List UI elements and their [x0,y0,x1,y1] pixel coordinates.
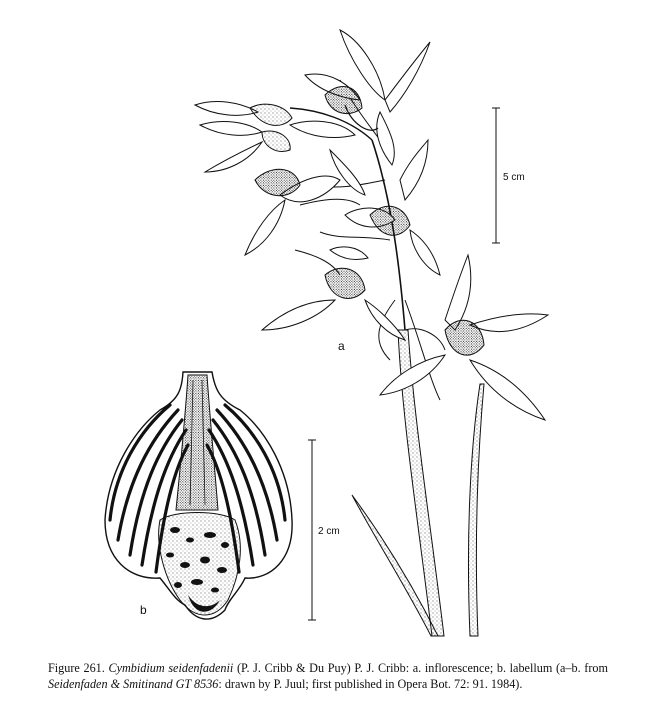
label-b: b [140,603,147,617]
figure-caption [48,660,608,692]
caption-source: Seidenfaden & Smitinand GT 8536 [48,677,219,691]
caption-prefix: Figure 261. [48,661,109,675]
scale-bar-lower [308,440,316,620]
caption-tail: : drawn by P. Juul; first published in Opera Bot. 72: 91. 1984). [218,677,523,691]
labellum-drawing [105,372,292,619]
label-a: a [338,339,345,353]
caption-species: Cymbidium seidenfadenii [108,661,234,675]
caption-authority: (P. J. Cribb & Du Puy) P. J. Cribb: a. inflorescence; b. labellum (a–b. from [233,661,609,675]
scale-label-upper: 5 cm [503,172,525,183]
bud-cluster [195,101,292,172]
scale-label-lower: 2 cm [318,526,340,537]
flower-top [305,30,430,165]
labellum-midlobe [159,513,241,616]
leaf-right [468,384,484,636]
scale-bar-upper [492,108,500,243]
flower-lower-left [262,247,405,340]
